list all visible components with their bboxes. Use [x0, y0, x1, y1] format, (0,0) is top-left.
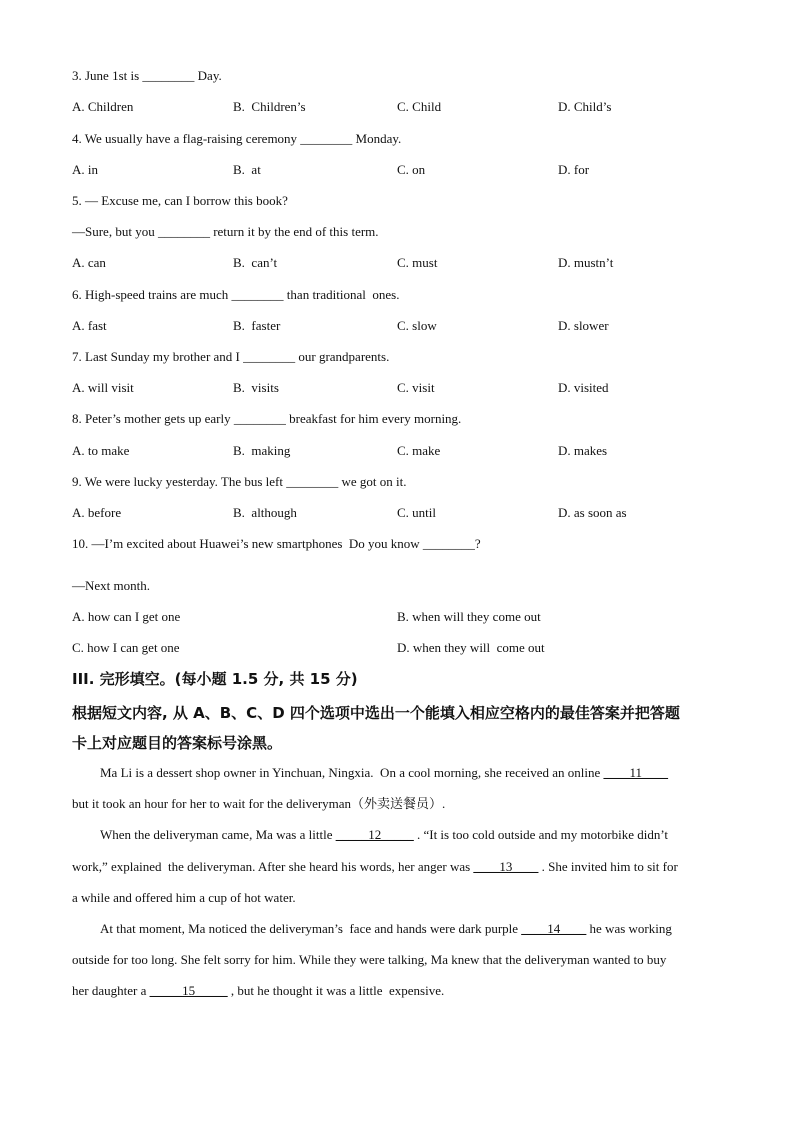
question-10-option-c: C. how I can get one: [72, 640, 180, 655]
section-instruction-line-1: 根据短文内容, 从 A、B、C、D 四个选项中选出一个能填入相应空格内的最佳答案并把答题: [72, 704, 680, 722]
section-title: III. 完形填空。(每小题 1.5 分, 共 15 分): [72, 670, 358, 688]
blank-14: ____14____: [521, 921, 587, 936]
blank-11: ____11____: [603, 765, 669, 780]
question-8-stem: 8. Peter’s mother gets up early ________ breakfast for him every morning.: [72, 411, 462, 426]
passage-line-1: Ma Li is a dessert shop owner in Yinchuan, Ningxia. On a cool morning, she received an online ____11____: [100, 765, 669, 780]
question-5-stem-reply: —Sure, but you ________ return it by the end of this term.: [72, 224, 379, 239]
question-3-option-b: B. Children’s: [233, 99, 306, 114]
question-3-option-d: D. Child’s: [558, 99, 612, 114]
question-6-option-a: A. fast: [72, 318, 107, 333]
question-10-stem-reply: —Next month.: [72, 578, 150, 593]
question-6-option-b: B. faster: [233, 318, 281, 333]
question-10-option-b: B. when will they come out: [397, 609, 541, 624]
question-9-option-b: B. although: [233, 505, 297, 520]
passage-line-2: but it took an hour for her to wait for the deliveryman（外卖送餐员）.: [72, 796, 446, 811]
question-7-stem: 7. Last Sunday my brother and I ________ our grandparents.: [72, 349, 390, 364]
question-10-option-a: A. how can I get one: [72, 609, 181, 624]
question-7-option-b: B. visits: [233, 380, 279, 395]
question-10-option-d: D. when they will come out: [397, 640, 545, 655]
question-4-option-c: C. on: [397, 162, 426, 177]
question-5-stem: 5. — Excuse me, can I borrow this book?: [72, 193, 288, 208]
question-8-option-a: A. to make: [72, 443, 130, 458]
blank-15: _____15_____: [149, 983, 228, 998]
question-8-option-c: C. make: [397, 443, 441, 458]
question-4-option-b: B. at: [233, 162, 261, 177]
question-7-option-d: D. visited: [558, 380, 609, 395]
passage-line-5: a while and offered him a cup of hot water.: [72, 890, 296, 905]
question-6-option-c: C. slow: [397, 318, 437, 333]
question-5-option-d: D. mustn’t: [558, 255, 614, 270]
question-6-option-d: D. slower: [558, 318, 609, 333]
passage-line-4: work,” explained the deliveryman. After she heard his words, her anger was ____13____ . She invited him to sit for: [72, 859, 678, 874]
question-4-option-a: A. in: [72, 162, 98, 177]
question-3-option-c: C. Child: [397, 99, 442, 114]
question-8-option-d: D. makes: [558, 443, 608, 458]
question-5-option-c: C. must: [397, 255, 438, 270]
question-9-option-d: D. as soon as: [558, 505, 627, 520]
question-8-option-b: B. making: [233, 443, 291, 458]
passage-line-6: At that moment, Ma noticed the deliveryman’s face and hands were dark purple ____14____ he was working: [100, 921, 672, 936]
question-3-stem: 3. June 1st is ________ Day.: [72, 68, 222, 83]
question-6-stem: 6. High-speed trains are much ________ than traditional ones.: [72, 287, 400, 302]
question-3-option-a: A. Children: [72, 99, 134, 114]
question-7-option-a: A. will visit: [72, 380, 134, 395]
passage-line-7: outside for too long. She felt sorry for him. While they were talking, Ma knew that the deliveryman wanted to buy: [72, 952, 667, 967]
question-4-option-d: D. for: [558, 162, 590, 177]
passage-line-3: When the deliveryman came, Ma was a little _____12_____ . “It is too cold outside and my motorbike didn’t: [100, 827, 669, 842]
question-5-option-b: B. can’t: [233, 255, 278, 270]
question-9-option-a: A. before: [72, 505, 122, 520]
question-5-option-a: A. can: [72, 255, 106, 270]
question-7-option-c: C. visit: [397, 380, 435, 395]
question-9-stem: 9. We were lucky yesterday. The bus left ________ we got on it.: [72, 474, 407, 489]
question-9-option-c: C. until: [397, 505, 437, 520]
question-10-stem: 10. —I’m excited about Huawei’s new smartphones Do you know ________?: [72, 536, 481, 551]
blank-12: _____12_____: [335, 827, 414, 842]
blank-13: ____13____: [473, 859, 539, 874]
section-instruction-line-2: 卡上对应题目的答案标号涂黑。: [72, 734, 283, 752]
passage-line-8: her daughter a _____15_____ , but he thought it was a little expensive.: [72, 983, 445, 998]
question-4-stem: 4. We usually have a flag-raising ceremony ________ Monday.: [72, 131, 402, 146]
